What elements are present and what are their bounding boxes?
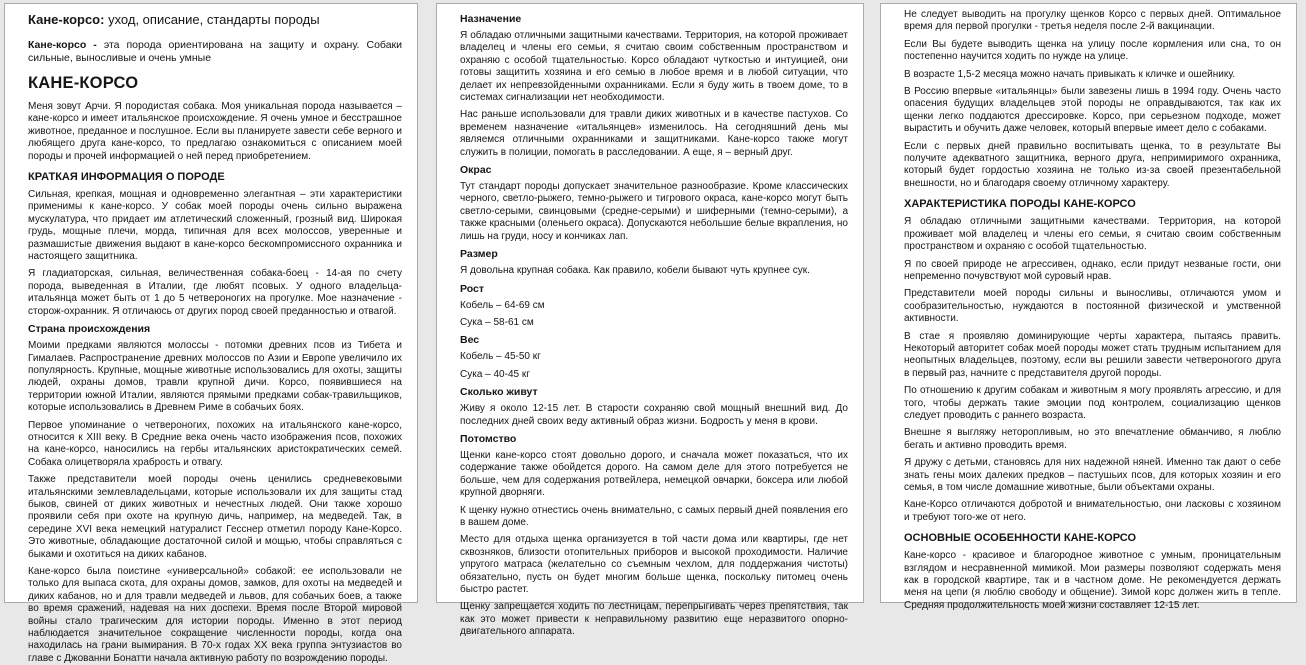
paragraph: В Россию впервые «итальянцы» были завезены лишь в 1994 году. Очень часто опасения будущих владельцев этой породы не оправдываются, так как их щенки легко поддаются дрессировке. Корсо, при серьезном подходе, может вырастить и обучить даже человек, который впервые имеет дело с собаками.	[904, 86, 1281, 135]
paragraph: Нас раньше использовали для травли диких животных и в качестве пастухов. Со временем назначение «итальянцев» изменилось. На сегодняшний день мы являемся отличными охранниками и защитниками. Кане-корсо также могут служить в полиции, помогать в расследовании. А еще, я – верный друг.	[460, 109, 848, 158]
paragraph: В стае я проявляю доминирующие черты характера, пытаясь править. Некоторый авторитет собак моей породы может стать трудным испытанием для неопытных владельцев, поэтому, если вы решили завести четвероногого друга в первый раз, начните с представителя другой породы.	[904, 330, 1281, 379]
paragraph: Место для отдыха щенка организуется в той части дома или квартиры, где нет сквозняков, близости отопительных приборов и высокой проходимости. Наличие упругого матраса (желательно со съемным чехлом, для поддержания чистоты) обязательно, пусть он будет многим больше щенка, поскольку питомец очень быстро растет.	[460, 534, 848, 595]
paragraph: Я по своей природе не агрессивен, однако, если придут незваные гости, они непременно почувствуют мой суровый нрав.	[904, 258, 1281, 282]
paragraph: Не следует выводить на прогулку щенков Корсо с первых дней. Оптимальное время для первой прогулки - третья неделя после 2-й вакцинации.	[904, 9, 1281, 33]
paragraph: Также представители моей породы очень ценились средневековыми итальянскими землевладельцами, которые использовали их для защиты стад быков, свиней от диких животных и нечестных людей. Они также хорошо проявили себя при охоте на крупную дичь, например, на медведей. Так, в середине XVI века немецкий натуралист Гесснер отметил породу Кане-Корсо. Это животные, обладающие достаточной силой и мощью, чтобы справляться с быками и охотиться на диких кабанов.	[28, 474, 402, 560]
bold-lead-in: Кане-корсо -	[28, 39, 104, 51]
section-heading: ОСНОВНЫЕ ОСОБЕННОСТИ КАНЕ-КОРСО	[904, 532, 1137, 545]
main-heading: КАНЕ-КОРСО	[28, 74, 139, 92]
paragraph: Я обладаю отличными защитными качествами. Территория, на которой проживает мой владелец и члены его семьи, я считаю своим собственным пространством и охраняю с особой тщательностью.	[904, 216, 1281, 253]
paragraph: К щенку нужно отнестись очень внимательно, с самых первый дней появления его в вашем доме.	[460, 504, 848, 528]
title-rest-text: эта порода ориентирована на защиту и охрану. Собаки сильные, выносливые и очень умные	[28, 39, 402, 64]
page-3	[880, 3, 1297, 611]
paragraph: Кане-корсо была поистине «универсальной» собакой: ее использовали не только для выпаса скота, для охраны домов, замков, для охоты на медведей и диких кабанов, но и для травли медведей и львов, для собачьих боев, а также во время сражений, надевая на них доспехи. Время после Второй мировой войны стало трагическим для истории породы. Именно в этот период наблюдается значительное сокращение численности породы, когда она находилась на грани вымирания. В 70-х годах XX века группа энтузиастов во главе с Джованни Бонатти начала активную работу по возрождению породы.	[28, 566, 402, 664]
subsection-heading: Назначение	[460, 13, 522, 25]
bold-lead-in: Кане-корсо:	[28, 12, 105, 27]
subsection-heading: Потомство	[460, 432, 517, 445]
paragraph: Сильная, крепкая, мощная и одновременно элегантная – эти характеристики применимы к кане-корсо. У собак моей породы очень сильно выражена мускулатура, что придает им атлетический сложенный, грозный вид. Широкая грудь, мощные плечи, морда, типичная для всех молоссов, уверенные и размашистые движения выдают в кане-корсо бескомпромиссного охранника и настоящего защитника.	[28, 189, 402, 263]
paragraph: Кобель – 64-69 см	[460, 299, 545, 311]
title-rest-text: уход, описание, стандарты породы	[104, 12, 320, 27]
paragraph: Кобель – 45-50 кг	[460, 351, 541, 363]
paragraph: Если с первых дней правильно воспитывать щенка, то в результате Вы получите адекватного защитника, верного друга, непримиримого охранника, который будет гордостью хозяина не только из-за своей презентабельной внешности, но и благодаря своему отличному характеру.	[904, 140, 1281, 189]
paragraph: Сука – 58-61 см	[460, 316, 534, 328]
subsection-heading: Вес	[460, 334, 480, 347]
paragraph: Я гладиаторская, сильная, величественная собака-боец - 14-ая по счету порода, выведенная в Италии, где любят псовых. У одного владельца-итальянца может быть от 1 до 5 четвероногих на прогулке. Мое назначение - сторож-охранник. Я отличаюсь от других пород своей преданностью и отвагой.	[28, 268, 402, 317]
page-2	[436, 3, 864, 638]
paragraph: По отношению к другим собакам и животным я могу проявлять агрессию, и для того, чтобы держать такие эмоции под контролем, социализацию щенков следует проводить с раннего возраста.	[904, 385, 1281, 421]
paragraph: Кане-корсо - красивое и благородное животное с умным, проницательным взглядом и несравненной мимикой. Мои размеры позволяют содержать меня как в городской квартире, так и в частном доме. Не рекомендуется держать меня на цепи (я люблю свободу и общение). Зимой корс должен жить в тепле. Средняя продолжительность моей жизни составляет 12-15 лет.	[904, 550, 1281, 611]
subsection-heading: Сколько живут	[460, 386, 538, 399]
paragraph: Представители моей породы сильны и выносливы, отличаются умом и сообразительностью, нуждаются в постоянной физической и умственной активности.	[904, 288, 1281, 325]
paragraph: В возрасте 1,5-2 месяца можно начать привыкать к кличке и ошейнику.	[904, 68, 1236, 80]
subsection-heading: Окрас	[460, 164, 492, 177]
paragraph: Внешне я выгляжу неторопливым, но это впечатление обманчиво, я люблю бегать и активно проводить время.	[904, 427, 1281, 451]
paragraph: Кане-Корсо отличаются добротой и внимательностью, они ласковы с хозяином и требуют того-же от него.	[904, 499, 1281, 523]
page-1	[4, 3, 418, 664]
paragraph: Щенку запрещается ходить по лестницам, перепрыгивать через препятствия, так как это может привести к неправильному развитию еще неразвитого опорно-двигательного аппарата.	[460, 601, 848, 638]
paragraph: Я довольна крупная собака. Как правило, кобели бывают чуть крупнее сук.	[460, 265, 810, 277]
paragraph: Я дружу с детьми, становясь для них надежной няней. Именно так дают о себе знать гены моих далеких предков – пастушьих псов, для которых хозяин и его семья, в том числе домашние животные, были объектами охраны.	[904, 457, 1281, 493]
section-heading: ХАРАКТЕРИСТИКА ПОРОДЫ КАНЕ-КОРСО	[904, 198, 1136, 211]
paragraph: Первое упоминание о четвероногих, похожих на итальянского кане-корсо, относится к XIII веку. В Средние века очень часто изображения псов, похожих на кане-корсо, наносились на гербы итальянских аристократических семей. Собака олицетворяла храбрость и отвагу.	[28, 419, 402, 468]
paragraph: Меня зовут Арчи. Я породистая собака. Моя уникальная порода называется – кане-корсо и имеет итальянское происхождение. Я очень умное и бесстрашное животное, преданное и послушное. Если вы планируете завести себе верного и любящего друга кане-корсо, то предлагаю ознакомиться с описанием моей породы и прочей информацией о ней перед приобретением.	[28, 101, 402, 162]
paragraph: Моими предками являются молоссы - потомки древних псов из Тибета и Гималаев. Распространение древних молоссов по Азии и Европе увеличило их популярность. Крупные, мощные животные использовались для охоты, защиты людей, охраны домов, травли крупной дичи. Корсо, появившиеся на территории южной Италии, являются прямыми предками собак-травильщиков, которые использовались в Древнем Риме в собачьих боях.	[28, 340, 402, 414]
subsection-heading: Рост	[460, 282, 484, 295]
paragraph: Живу я около 12-15 лет. В старости сохраняю свой мощный внешний вид. До последних дней своих веду активный образ жизни. Бодрость у меня в крови.	[460, 403, 848, 427]
subsection-heading: Страна происхождения	[28, 323, 151, 336]
paragraph: Если Вы будете выводить щенка на улицу после кормления или сна, то он постепенно научится ходить по нужде на улице.	[904, 38, 1281, 63]
paragraph: Щенки кане-корсо стоят довольно дорого, и сначала может показаться, что их содержание также обойдется дорого. На самом деле для этого потребуется не больше, чем для содержания ротвейлера, немецкой овчарки, боксера или любой крупной дворняги.	[460, 449, 848, 499]
paragraph: Тут стандарт породы допускает значительное разнообразие. Кроме классических черного, светло-рыжего, темно-рыжего и тигрового окраса, кане-корсо могут быть светло-серыми, свинцовыми (средне-серыми) и шиферными (темно-серыми), а также красными (оленьего окраса). Допускаются небольшие белые вкрапления, но лишь на груди, носу и кончиках лап.	[460, 181, 848, 242]
lead-paragraph	[28, 39, 402, 65]
paragraph: Сука – 40-45 кг	[460, 368, 530, 380]
document-title	[28, 12, 402, 28]
subsection-heading: Размер	[460, 248, 498, 261]
paragraph: Я обладаю отличными защитными качествами. Территория, на которой проживает владелец и члены его семьи, я считаю своим собственным пространством и охраняю с особой тщательностью. Корсо обладают чуткостью и интуицией, они готовы защитить хозяина и его семью в любое время и в любой ситуации, что делает их непревзойденными охранниками. Если я буду жить в твоем доме, то в системах сигнализации нет необходимости.	[460, 30, 848, 104]
section-heading: КРАТКАЯ ИНФОРМАЦИЯ О ПОРОДЕ	[28, 171, 225, 184]
